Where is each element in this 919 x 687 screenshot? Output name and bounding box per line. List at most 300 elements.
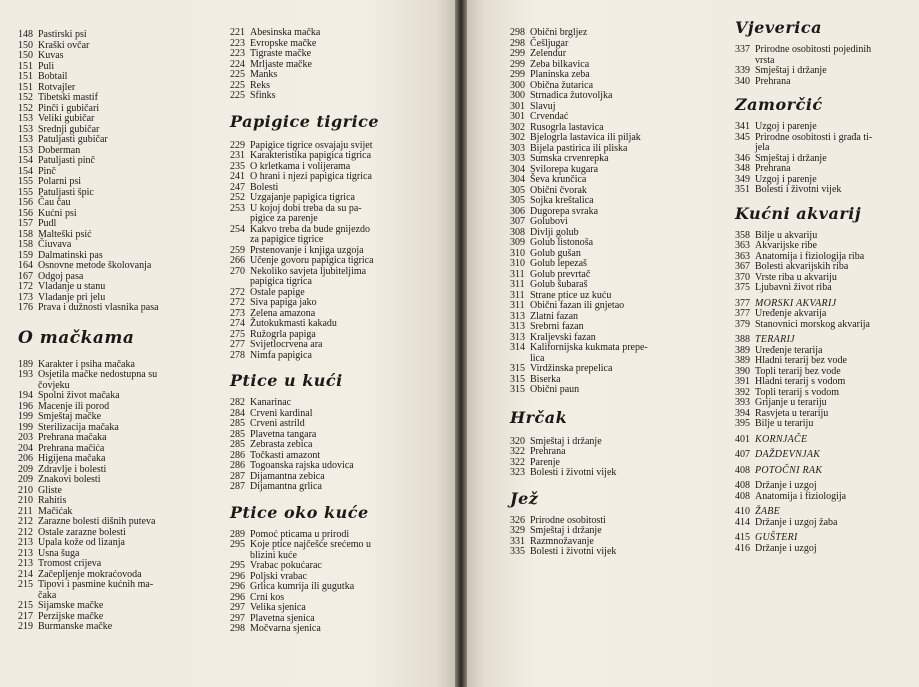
- toc-page-number: 323: [510, 467, 525, 478]
- toc-page-number: 266: [230, 255, 245, 266]
- toc-entry-title: Sumska crvenrepka: [530, 153, 609, 164]
- toc-entry-title: Zeba bilkavica: [530, 58, 590, 70]
- toc-entry: [18, 622, 218, 633]
- toc-entry-title: GUŠTERI: [755, 532, 798, 543]
- toc-page-number: 217: [18, 610, 33, 622]
- toc-entry-title: TERARIJ: [755, 334, 795, 345]
- toc-entry-title: Začepljenje mokraćovoda: [38, 568, 142, 580]
- toc-entry-title: Prehrana mačića: [38, 442, 105, 454]
- toc-page-number: 299: [510, 58, 525, 70]
- toc-entry-title: Držanje i uzgoj: [755, 480, 817, 491]
- toc-entry-title: Svijetlocrvena ara: [250, 339, 323, 350]
- section-heading: O mačkama: [18, 327, 135, 348]
- toc-entry-title: Slavuj: [530, 100, 556, 112]
- toc-entry-title: Strane ptice uz kuću: [530, 289, 612, 301]
- toc-page-number: 272: [230, 286, 245, 298]
- toc-entry-title: Osnovne metode školovanja: [38, 260, 152, 271]
- toc-page-number: 173: [18, 291, 33, 303]
- toc-page-number: 407: [735, 449, 750, 460]
- toc-entry: [735, 419, 917, 430]
- toc-entry-title: Golub gušan: [530, 247, 581, 259]
- toc-page-number: 311: [510, 279, 525, 290]
- toc-entry-title: Uzgoj i parenje: [755, 121, 817, 132]
- toc-entry: [735, 492, 917, 503]
- toc-entry-title: Pudl: [38, 218, 57, 229]
- toc-page-number: 339: [735, 65, 750, 76]
- toc-page-number: 322: [510, 446, 525, 457]
- toc-entry-title: Golub lepezaš: [530, 258, 587, 269]
- toc-entry-title: Golubovi: [530, 216, 568, 227]
- toc-entry-title: Nekoliko savjeta ljubiteljima: [250, 265, 367, 277]
- toc-entry-title: KORNJAČE: [755, 433, 808, 445]
- toc-page-number: 379: [735, 318, 750, 330]
- toc-entry-title: Srednji gubičar: [38, 123, 100, 135]
- toc-entry-title: Golub šubaraš: [530, 279, 588, 290]
- toc-page-number: 213: [18, 558, 33, 569]
- toc-entry-title: Sijamske mačke: [38, 600, 104, 611]
- toc-page-number: 311: [510, 268, 525, 280]
- toc-entry-title: Divlji golub: [530, 226, 579, 238]
- toc-entry-title: čovjeku: [38, 379, 70, 391]
- toc-entry-title: Patuljasti gubičar: [38, 134, 108, 145]
- toc-page-number: 247: [230, 181, 245, 193]
- toc-page-number: 408: [735, 490, 750, 502]
- toc-entry-title: Bilje u terariju: [755, 418, 814, 429]
- toc-page-number: 394: [735, 407, 750, 419]
- toc-entry-title: O hrani i njezi papigica tigrica: [250, 171, 372, 182]
- toc-page-number: 345: [735, 131, 750, 143]
- toc-page-number: 304: [510, 163, 525, 175]
- toc-entry-title: Golub prevrtač: [530, 268, 591, 280]
- toc-entry-title: Vrste riba u akvariju: [755, 271, 837, 283]
- toc-page-number: 199: [18, 421, 33, 433]
- toc-entry-title: Rahitis: [38, 495, 67, 506]
- toc-entry-title: Hladni terarij s vodom: [755, 376, 846, 387]
- toc-entry: [510, 547, 710, 558]
- toc-page-number: 322: [510, 456, 525, 468]
- toc-entry-title: Ostale zarazne bolesti: [38, 526, 126, 538]
- toc-page-number: 203: [18, 432, 33, 443]
- toc-page-number: 303: [510, 142, 525, 154]
- toc-entry-title: Dijamantna zebica: [250, 470, 325, 482]
- toc-page-number: 389: [735, 355, 750, 366]
- toc-entry-title: Kakvo treba da bude gnijezdo: [250, 223, 370, 235]
- toc-entry-title: DAŽDEVNJAK: [755, 449, 821, 460]
- toc-entry-title: Dalmatinski pas: [38, 249, 103, 261]
- toc-entry: [735, 435, 917, 446]
- toc-entry-title: Bolesti akvarijskih riba: [755, 261, 849, 272]
- toc-page-number: 296: [230, 591, 245, 603]
- toc-page-number: 415: [735, 532, 750, 543]
- toc-entry-title: MORSKI AKVARIJ: [755, 297, 837, 309]
- toc-page-number: 301: [510, 111, 525, 122]
- toc-page-number: 298: [230, 623, 245, 634]
- toc-page-number: 274: [230, 318, 245, 329]
- toc-page-number: 285: [230, 418, 245, 429]
- toc-entry-title: Gliste: [38, 484, 62, 496]
- toc-entry-title: Ružogrla papiga: [250, 328, 316, 340]
- toc-entry-title: Strnadica žutovoljka: [530, 90, 613, 101]
- toc-page-number: 151: [18, 81, 33, 93]
- toc-entry-title: Evropske mačke: [250, 37, 317, 49]
- toc-entry-title: Anatomija i fiziologija: [755, 490, 847, 502]
- toc-entry-title: Karakter i psiha mačaka: [38, 358, 135, 370]
- toc-entry-title: Bilje u akvariju: [755, 229, 818, 241]
- toc-page-number: 282: [230, 397, 245, 408]
- toc-entry-title: Obični čvorak: [530, 184, 587, 196]
- toc-page-number: 298: [510, 37, 525, 49]
- toc-page-number: 150: [18, 39, 33, 51]
- toc-entry-title: Crvendać: [530, 111, 569, 122]
- toc-page-number: 410: [735, 506, 750, 517]
- toc-page-number: 153: [18, 134, 33, 145]
- toc-page-number: 194: [18, 390, 33, 401]
- toc-entry-title: Uzgoj i parenje: [755, 173, 817, 185]
- toc-page-number: 164: [18, 260, 33, 271]
- toc-page-number: 270: [230, 265, 245, 277]
- toc-page-number: 172: [18, 281, 33, 292]
- toc-page-number: 314: [510, 342, 525, 353]
- toc-entry-title: Togoanska rajska udovica: [250, 460, 354, 471]
- toc-page-number: 152: [18, 92, 33, 103]
- toc-entry-title: Zebrasta zebica: [250, 439, 313, 450]
- toc-entry-title: Držanje i uzgoj žaba: [755, 516, 838, 528]
- toc-page-number: 315: [510, 384, 525, 395]
- toc-page-number: 305: [510, 195, 525, 206]
- toc-page-number: 395: [735, 418, 750, 429]
- toc-entry-title: Zelena amazona: [250, 307, 316, 319]
- toc-page-number: 295: [230, 539, 245, 550]
- toc-page-number: 416: [735, 542, 750, 554]
- toc-page-number: 189: [18, 358, 33, 370]
- right-page-column-2: [735, 18, 917, 554]
- toc-page-number: 286: [230, 460, 245, 471]
- toc-page-number: 307: [510, 216, 525, 227]
- toc-page-number: 167: [18, 270, 33, 282]
- toc-page-number: 389: [735, 344, 750, 356]
- toc-page-number: 313: [510, 310, 525, 322]
- toc-entry-title: Rusogrla lastavica: [530, 121, 604, 133]
- toc-entry-title: Upala kože od lizanja: [38, 537, 125, 548]
- left-page: [0, 0, 455, 687]
- toc-entry-title: Reks: [250, 79, 270, 91]
- toc-entry-title: Obični brgljez: [530, 27, 588, 38]
- toc-page-number: 289: [230, 528, 245, 540]
- toc-entry-title: Doberman: [38, 144, 81, 156]
- toc-page-number: 153: [18, 113, 33, 124]
- toc-page-number: 285: [230, 439, 245, 450]
- toc-entry-title: Zarazne bolesti dišnih puteva: [38, 516, 156, 527]
- book-gutter: [455, 0, 467, 687]
- toc-page-number: 401: [735, 433, 750, 445]
- toc-entry-title: Prehrana: [755, 75, 791, 87]
- toc-page-number: 304: [510, 174, 525, 185]
- toc-entry-title: Svilorepa kugara: [530, 163, 599, 175]
- toc-page-number: 313: [510, 321, 525, 332]
- toc-page-number: 311: [510, 300, 525, 311]
- toc-entry: [735, 518, 917, 529]
- toc-page-number: 156: [18, 207, 33, 219]
- toc-entry-title: Obični paun: [530, 384, 580, 395]
- toc-page-number: 341: [735, 121, 750, 132]
- toc-entry-title: Anatomija i fiziologija riba: [755, 250, 865, 262]
- toc-page-number: 287: [230, 481, 245, 492]
- toc-entry-title: Dijamantna grlica: [250, 481, 322, 492]
- toc-page-number: 229: [230, 139, 245, 151]
- toc-page-number: 176: [18, 302, 33, 313]
- toc-entry-title: Nimfa papigica: [250, 349, 312, 361]
- toc-page-number: 153: [18, 144, 33, 156]
- toc-entry: [735, 544, 917, 555]
- toc-entry-title: Prirodne osobitosti i građa ti-: [755, 131, 873, 143]
- toc-entry-title: Abesinska mačka: [250, 27, 321, 38]
- toc-entry-title: Biserka: [530, 373, 561, 385]
- toc-page-number: 204: [18, 442, 33, 454]
- toc-entry: [510, 385, 710, 396]
- right-page: [467, 0, 919, 687]
- toc-page-number: 302: [510, 132, 525, 143]
- toc-entry-title: Tibetski mastif: [38, 92, 98, 103]
- toc-entry-title: Čiuvava: [38, 239, 72, 250]
- toc-entry-title: Sterilizacija mačaka: [38, 421, 119, 433]
- toc-entry-title: Akvarijske ribe: [755, 240, 817, 251]
- toc-entry-title: Kalifornijska kukmata prepe-: [530, 342, 648, 353]
- toc-page-number: 303: [510, 153, 525, 164]
- toc-entry-title: Sfinks: [250, 90, 276, 101]
- toc-page-number: 297: [230, 602, 245, 613]
- toc-page-number: 209: [18, 474, 33, 485]
- toc-page-number: 337: [735, 44, 750, 55]
- toc-page-number: 193: [18, 369, 33, 380]
- toc-entry-title: Uzgajanje papigica tigrica: [250, 192, 355, 203]
- toc-entry-title: Znakovi bolesti: [38, 474, 101, 485]
- toc-entry: [735, 466, 917, 477]
- toc-page-number: 358: [735, 229, 750, 241]
- toc-page-number: 393: [735, 397, 750, 408]
- toc-entry-title: Prstenovanje i knjiga uzgoja: [250, 244, 364, 256]
- toc-entry-title: Patuljasti pinč: [38, 155, 95, 166]
- toc-page-number: 310: [510, 258, 525, 269]
- toc-entry-title: Točkasti amazont: [250, 449, 321, 461]
- toc-entry-title: Bijela pastirica ili pliska: [530, 142, 628, 154]
- toc-entry-title: Usna šuga: [38, 547, 80, 559]
- toc-page-number: 377: [735, 308, 750, 319]
- toc-entry-title: Tigraste mačke: [250, 48, 312, 59]
- toc-entry-title: Mrljaste mačke: [250, 58, 312, 70]
- toc-page-number: 301: [510, 100, 525, 112]
- toc-entry-title: Malteški psić: [38, 228, 92, 240]
- toc-entry-title: Smještaj mačke: [38, 411, 102, 422]
- toc-entry-title: Obična žutarica: [530, 79, 594, 91]
- toc-entry-title: Grlica kumrija ili gugutka: [250, 581, 355, 592]
- toc-entry-title: Bolesti i životni vijek: [755, 184, 842, 195]
- toc-entry-title: Puli: [38, 60, 55, 72]
- toc-page-number: 213: [18, 547, 33, 559]
- toc-entry: [230, 482, 450, 493]
- toc-entry-title: Smještaj i držanje: [530, 525, 602, 536]
- toc-page-number: 313: [510, 331, 525, 343]
- toc-entry-title: Učenje govoru papigica tigrica: [250, 255, 374, 266]
- toc-page-number: 315: [510, 363, 525, 374]
- section-heading: Vjeverica: [735, 18, 822, 37]
- toc-page-number: 154: [18, 155, 33, 166]
- section-heading: Jež: [510, 488, 539, 508]
- toc-entry-title: papigica tigrica: [250, 276, 312, 287]
- toc-page-number: 159: [18, 249, 33, 261]
- toc-entry-title: Plavetna tangara: [250, 428, 317, 440]
- toc-entry-title: Rotvajler: [38, 81, 76, 93]
- toc-page-number: 211: [18, 505, 33, 517]
- toc-entry-title: Pinči i gubičari: [38, 102, 100, 114]
- toc-entry-title: Ljubavni život riba: [755, 282, 832, 293]
- toc-page-number: 206: [18, 453, 33, 464]
- toc-entry: [735, 77, 917, 88]
- section-heading: Ptice oko kuće: [230, 502, 369, 522]
- toc-entry-title: Papigice tigrice osvajaju svijet: [250, 139, 373, 151]
- section-heading: Hrčak: [510, 407, 568, 427]
- toc-page-number: 278: [230, 349, 245, 361]
- toc-entry-title: Češljugar: [530, 37, 569, 49]
- toc-page-number: 212: [18, 516, 33, 527]
- toc-entry-title: U kojoj dobi treba da su pa-: [250, 202, 362, 214]
- toc-page-number: 315: [510, 373, 525, 385]
- toc-page-number: 212: [18, 526, 33, 538]
- toc-page-number: 284: [230, 407, 245, 419]
- toc-entry-title: Polarni psi: [38, 176, 82, 187]
- toc-page-number: 196: [18, 400, 33, 412]
- toc-entry-title: za papigice tigrice: [250, 234, 324, 245]
- toc-page-number: 367: [735, 261, 750, 272]
- toc-entry-title: Pinč: [38, 165, 56, 177]
- toc-page-number: 152: [18, 102, 33, 114]
- toc-page-number: 298: [510, 27, 525, 38]
- toc-entry-title: Kućni psi: [38, 207, 77, 219]
- toc-page-number: 215: [18, 579, 33, 590]
- toc-page-number: 156: [18, 197, 33, 208]
- toc-page-number: 370: [735, 271, 750, 283]
- toc-page-number: 286: [230, 449, 245, 461]
- toc-page-number: 223: [230, 37, 245, 49]
- toc-entry-title: Čau čau: [38, 197, 71, 208]
- toc-entry-title: blizini kuće: [250, 549, 297, 561]
- toc-entry-title: Topli terarij s vodom: [755, 386, 840, 398]
- toc-entry-title: Plavetna sjenica: [250, 612, 315, 624]
- toc-page-number: 277: [230, 339, 245, 350]
- toc-page-number: 296: [230, 570, 245, 582]
- toc-page-number: 305: [510, 184, 525, 196]
- toc-entry-title: Golub listonoša: [530, 237, 594, 248]
- toc-entry: [230, 624, 450, 635]
- toc-page-number: 296: [230, 581, 245, 592]
- toc-entry-title: Prirodne osobitosti: [530, 514, 606, 526]
- toc-page-number: 241: [230, 171, 245, 182]
- toc-page-number: 310: [510, 247, 525, 259]
- toc-page-number: 302: [510, 121, 525, 133]
- toc-entry-title: Manks: [250, 69, 278, 80]
- toc-entry-title: Uređenje akvarija: [755, 308, 827, 319]
- toc-entry-title: Smještaj i držanje: [755, 65, 827, 76]
- toc-entry: [230, 91, 450, 102]
- toc-entry-title: Ostale papige: [250, 286, 305, 298]
- toc-page-number: 231: [230, 150, 245, 161]
- toc-page-number: 225: [230, 79, 245, 91]
- toc-page-number: 392: [735, 386, 750, 398]
- toc-entry-title: Poljski vrabac: [250, 570, 307, 582]
- toc-page-number: 150: [18, 50, 33, 61]
- toc-page-number: 273: [230, 307, 245, 319]
- toc-page-number: 151: [18, 60, 33, 72]
- toc-entry-title: Hladni terarij bez vode: [755, 355, 847, 366]
- toc-page-number: 377: [735, 297, 750, 309]
- toc-entry-title: Vladanje pri jelu: [38, 291, 106, 303]
- toc-entry-title: Planinska zeba: [530, 69, 590, 80]
- toc-page-number: 331: [510, 535, 525, 547]
- toc-page-number: 311: [510, 289, 525, 301]
- toc-entry-title: Močvarna sjenica: [250, 623, 321, 634]
- toc-entry-title: Kanarinac: [250, 397, 292, 408]
- toc-entry-title: Prirodne osobitosti pojedinih: [755, 44, 872, 55]
- toc-entry-title: Parenje: [530, 456, 560, 468]
- toc-page-number: 253: [230, 202, 245, 214]
- toc-entry-title: Stanovnici morskog akvarija: [755, 318, 870, 330]
- toc-entry-title: POTOČNI RAK: [755, 464, 823, 476]
- toc-page-number: 209: [18, 463, 33, 475]
- toc-entry: [18, 303, 218, 314]
- toc-page-number: 335: [510, 546, 525, 557]
- toc-entry-title: Bjelogrla lastavica ili piljak: [530, 132, 641, 143]
- toc-entry-title: O krletkama i volijerama: [250, 160, 351, 172]
- toc-entry-title: Bolesti i životni vijek: [530, 467, 617, 478]
- toc-page-number: 300: [510, 79, 525, 91]
- toc-page-number: 391: [735, 376, 750, 387]
- toc-page-number: 306: [510, 205, 525, 217]
- toc-page-number: 346: [735, 152, 750, 164]
- toc-page-number: 210: [18, 484, 33, 496]
- toc-entry-title: lica: [530, 352, 545, 364]
- toc-entry-title: Crveni kardinal: [250, 407, 313, 419]
- toc-entry-title: Vladanje u stanu: [38, 281, 106, 292]
- toc-page-number: 272: [230, 297, 245, 308]
- toc-entry-title: Bolesti: [250, 181, 279, 193]
- toc-entry-title: Vrabac pokućarac: [250, 560, 322, 571]
- toc-entry-title: Mačićak: [38, 505, 73, 517]
- toc-entry-title: Zlatni fazan: [530, 310, 579, 322]
- toc-entry-title: vrsta: [755, 54, 775, 66]
- toc-page-number: 287: [230, 470, 245, 482]
- toc-entry-title: Prehrana mačaka: [38, 432, 107, 443]
- toc-page-number: 340: [735, 75, 750, 87]
- toc-page-number: 221: [230, 27, 245, 38]
- toc-entry-title: Zelendur: [530, 48, 567, 59]
- toc-entry-title: jela: [755, 142, 770, 153]
- toc-entry-title: Prava i dužnosti vlasnika pasa: [38, 302, 159, 313]
- toc-page-number: 351: [735, 184, 750, 195]
- toc-page-number: 259: [230, 244, 245, 256]
- toc-entry-title: Karakteristika papigica tigrica: [250, 150, 372, 161]
- toc-page-number: 223: [230, 48, 245, 59]
- toc-page-number: 308: [510, 226, 525, 238]
- toc-page-number: 299: [510, 48, 525, 59]
- toc-entry-title: Burmanske mačke: [38, 621, 113, 632]
- toc-page-number: 158: [18, 239, 33, 250]
- toc-entry-title: Perzijske mačke: [38, 610, 104, 622]
- toc-entry-title: Obični fazan ili gnjetao: [530, 300, 625, 311]
- toc-entry-title: Zdravlje i bolesti: [38, 463, 107, 475]
- toc-page-number: 348: [735, 163, 750, 174]
- toc-entry-title: Prehrana: [530, 446, 566, 457]
- toc-page-number: 326: [510, 514, 525, 526]
- toc-entry-title: pigice za parenje: [250, 213, 318, 224]
